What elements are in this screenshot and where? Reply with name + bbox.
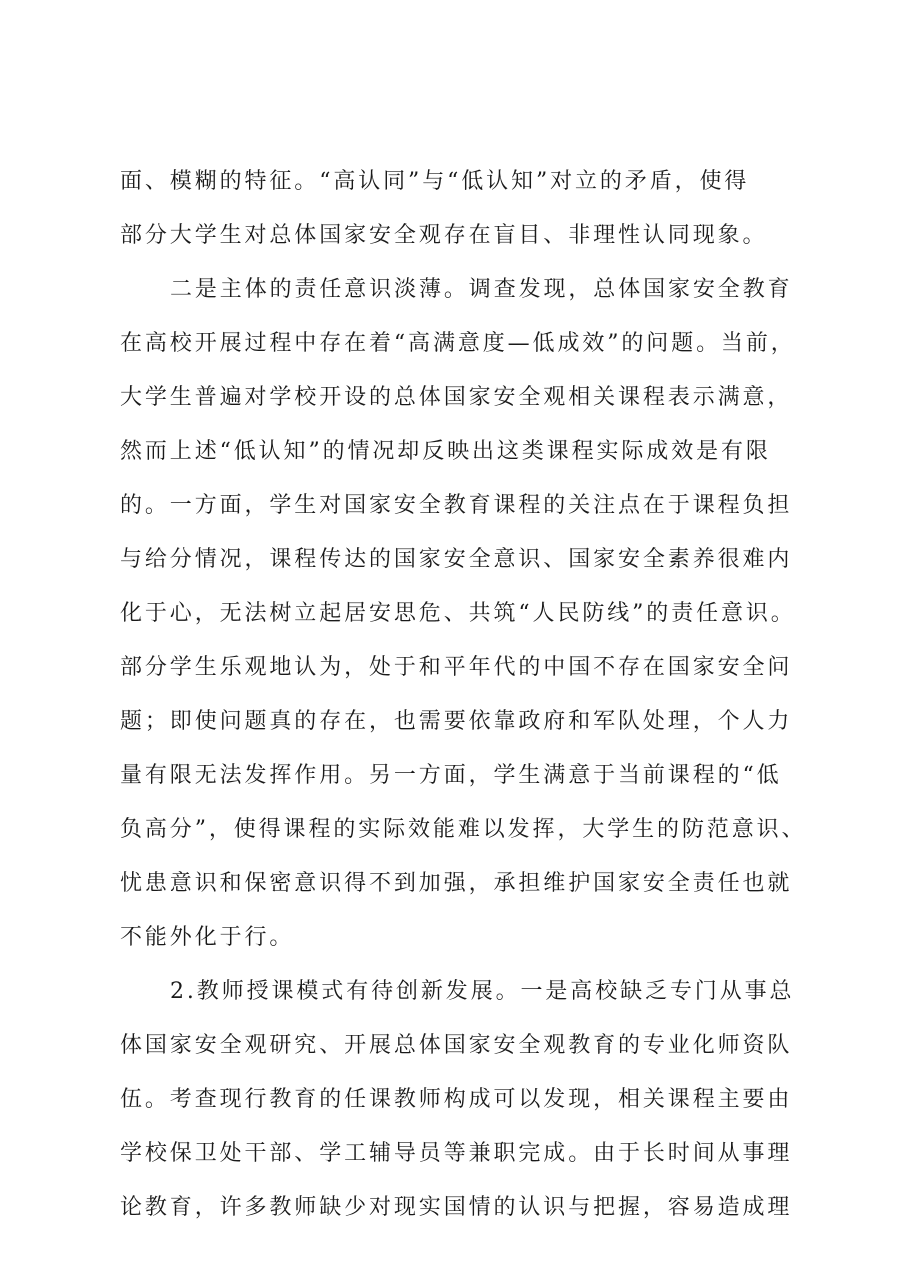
text-line: 部分大学生对总体国家安全观存在盲目、非理性认同现象。	[120, 223, 768, 248]
text-line: 论教育，许多教师缺少对现实国情的认识与把握，容易造成理	[120, 1195, 793, 1220]
text-line: 忧患意识和保密意识得不到加强，承担维护国家安全责任也就	[120, 871, 793, 896]
text-line: 量有限无法发挥作用。另一方面，学生满意于当前课程的“低	[120, 763, 782, 788]
text-line: 体国家安全观研究、开展总体国家安全观教育的专业化师资队	[120, 1033, 793, 1058]
text-line: 与给分情况，课程传达的国家安全意识、国家安全素养很难内	[120, 547, 793, 572]
text-line: 题；即使问题真的存在，也需要依靠政府和军队处理，个人力	[120, 709, 793, 734]
text-line: 大学生普遍对学校开设的总体国家安全观相关课程表示满意，	[120, 385, 793, 410]
text-line: 伍。考查现行教育的任课教师构成可以发现，相关课程主要由	[120, 1087, 793, 1112]
text-line: 在高校开展过程中存在着“高满意度—低成效”的问题。当前，	[120, 331, 796, 356]
text-line: 然而上述“低认知”的情况却反映出这类课程实际成效是有限	[120, 439, 771, 464]
text-line: 负高分”，使得课程的实际效能难以发挥，大学生的防范意识、	[120, 817, 807, 842]
text-line: 化于心，无法树立起居安思危、共筑“人民防线”的责任意识。	[120, 601, 796, 626]
paragraph-start-line: 2.教师授课模式有待创新发展。一是高校缺乏专门从事总	[170, 979, 795, 1004]
text-line: 部分学生乐观地认为，处于和平年代的中国不存在国家安全问	[120, 655, 793, 680]
text-line: 不能外化于行。	[120, 925, 295, 950]
text-line: 面、模糊的特征。“高认同”与“低认知”对立的矛盾，使得	[120, 169, 750, 194]
paragraph-start-line: 二是主体的责任意识淡薄。调查发现，总体国家安全教育	[170, 277, 793, 302]
text-line: 的。一方面，学生对国家安全教育课程的关注点在于课程负担	[120, 493, 793, 518]
text-line: 学校保卫处干部、学工辅导员等兼职完成。由于长时间从事理	[120, 1141, 793, 1166]
